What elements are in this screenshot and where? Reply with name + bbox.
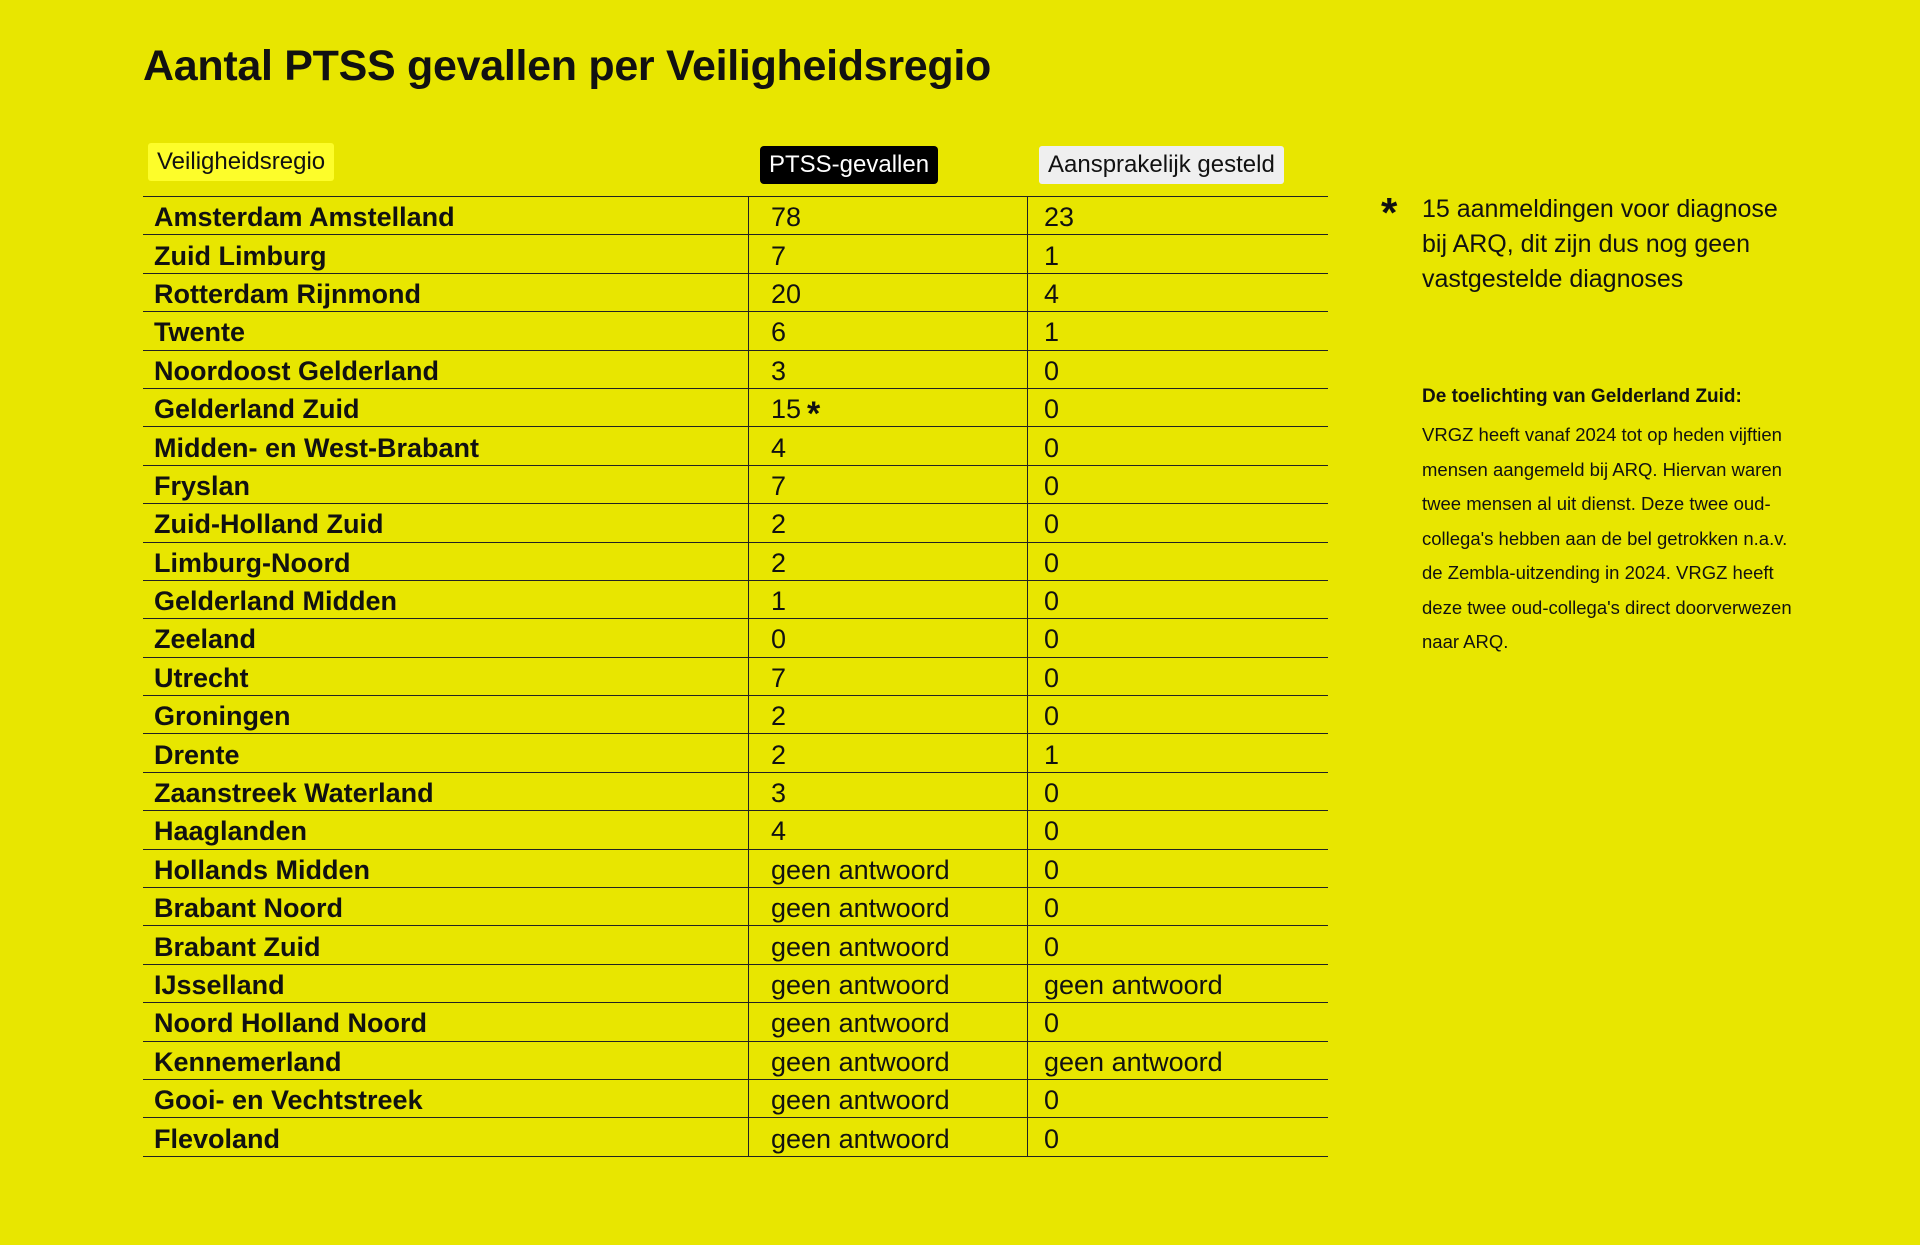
explanation-title: De toelichting van Gelderland Zuid:	[1422, 386, 1742, 407]
table-row	[143, 734, 1328, 772]
cell-region: Rotterdam Rijnmond	[143, 274, 749, 311]
table-row	[143, 1042, 1328, 1080]
cell-aansprakelijk: 0	[1044, 624, 1060, 655]
cell-aansprakelijk: 1	[1044, 739, 1060, 770]
cell-ptss	[749, 581, 1028, 618]
cell-region: Brabant Noord	[143, 888, 749, 925]
ptss-value: geen antwoord	[771, 1008, 950, 1039]
cell-ptss	[749, 850, 1028, 887]
table-row	[143, 965, 1328, 1003]
cell-region: Groningen	[143, 696, 749, 733]
table-row	[143, 581, 1328, 619]
table-row	[143, 1003, 1328, 1041]
cell-aansprakelijk: 0	[1044, 586, 1060, 617]
cell-ptss	[749, 351, 1028, 388]
explanation-body: VRGZ heeft vanaf 2024 tot op heden vijftien mensen aangemeld bij ARQ. Hiervan waren twee mensen al uit dienst. Deze twee oud-collega's hebben aan de bel getrokken n.a.v. de Zembla-uitzending in 2024. VRGZ heeft deze twee oud-collega's direct doorverwezen naar ARQ.	[1422, 424, 1792, 652]
ptss-value: geen antwoord	[771, 1123, 950, 1154]
cell-aansprakelijk: 1	[1044, 317, 1060, 348]
cell-region: Limburg-Noord	[143, 543, 749, 580]
cell-ptss	[749, 965, 1028, 1002]
cell-region: Haaglanden	[143, 811, 749, 848]
ptss-value: geen antwoord	[771, 1046, 950, 1077]
cell-region: Hollands Midden	[143, 850, 749, 887]
cell-aansprakelijk: 0	[1044, 1085, 1060, 1116]
cell-ptss	[749, 734, 1028, 771]
cell-aansprakelijk: 0	[1044, 432, 1060, 463]
cell-aansprakelijk: 0	[1044, 816, 1060, 847]
cell-ptss	[749, 1080, 1028, 1117]
cell-region: Drente	[143, 734, 749, 771]
ptss-value: 1	[771, 586, 787, 617]
ptss-value: geen antwoord	[771, 970, 950, 1000]
table-row	[143, 773, 1328, 811]
page-title: Aantal PTSS gevallen per Veiligheidsregio	[143, 42, 991, 90]
cell-ptss	[749, 1003, 1028, 1040]
cell-aansprakelijk: geen antwoord	[1044, 970, 1223, 1000]
cell-ptss	[749, 811, 1028, 848]
cell-aansprakelijk: 0	[1044, 893, 1060, 924]
cell-ptss	[749, 427, 1028, 464]
cell-aansprakelijk: geen antwoord	[1044, 1046, 1223, 1077]
table-row	[143, 850, 1328, 888]
table-row	[143, 274, 1328, 312]
cell-ptss	[749, 235, 1028, 272]
table-row	[143, 619, 1328, 657]
explanation-block	[1422, 384, 1802, 660]
header-ptss: PTSS-gevallen	[760, 146, 938, 184]
ptss-value: 3	[771, 778, 787, 809]
cell-aansprakelijk: 0	[1044, 854, 1060, 885]
cell-ptss	[749, 504, 1028, 541]
table-row	[143, 389, 1328, 433]
table-row	[143, 197, 1328, 235]
cell-aansprakelijk: 0	[1044, 1008, 1060, 1039]
ptss-value: 7	[771, 240, 787, 271]
cell-region: Utrecht	[143, 658, 749, 695]
cell-region: Gelderland Zuid	[143, 389, 749, 426]
cell-ptss	[749, 888, 1028, 925]
ptss-value: 2	[771, 701, 787, 732]
header-aansprakelijk: Aansprakelijk gesteld	[1039, 146, 1284, 184]
ptss-value: 15	[771, 394, 802, 425]
ptss-value: 78	[771, 202, 802, 233]
cell-ptss	[749, 1042, 1028, 1079]
table-row	[143, 1118, 1328, 1156]
cell-region: Gooi- en Vechtstreek	[143, 1080, 749, 1117]
asterisk-icon: *	[807, 394, 821, 433]
cell-aansprakelijk: 0	[1044, 355, 1060, 386]
table-row	[143, 696, 1328, 734]
ptss-value: 2	[771, 739, 787, 770]
ptss-value: 20	[771, 278, 802, 309]
cell-region: Zeeland	[143, 619, 749, 656]
cell-region: Gelderland Midden	[143, 581, 749, 618]
cell-aansprakelijk: 0	[1044, 662, 1060, 693]
cell-region: Fryslan	[143, 466, 749, 503]
cell-region: Midden- en West-Brabant	[143, 427, 749, 464]
cell-ptss	[749, 543, 1028, 580]
ptss-value: 2	[771, 547, 787, 578]
asterisk-icon: *	[1381, 189, 1398, 236]
cell-region: Zuid Limburg	[143, 235, 749, 272]
cell-aansprakelijk: 0	[1044, 1123, 1060, 1154]
cell-ptss	[749, 619, 1028, 656]
cell-region: Noordoost Gelderland	[143, 351, 749, 388]
cell-region: Kennemerland	[143, 1042, 749, 1079]
cell-aansprakelijk: 0	[1044, 778, 1060, 809]
ptss-value: 4	[771, 432, 787, 463]
table-row	[143, 888, 1328, 926]
ptss-value: geen antwoord	[771, 893, 950, 924]
footnote-text: 15 aanmeldingen voor diagnose bij ARQ, dit zijn dus nog geen vastgestelde diagnoses	[1422, 195, 1778, 293]
cell-aansprakelijk: 0	[1044, 470, 1060, 501]
ptss-value: 6	[771, 317, 787, 348]
table-row	[143, 658, 1328, 696]
cell-ptss	[749, 773, 1028, 810]
table-row	[143, 312, 1328, 350]
cell-ptss	[749, 1118, 1028, 1155]
cell-aansprakelijk: 1	[1044, 240, 1060, 271]
ptss-value: geen antwoord	[771, 854, 950, 885]
cell-aansprakelijk: 0	[1044, 394, 1060, 425]
cell-region: Zuid-Holland Zuid	[143, 504, 749, 541]
table-row	[143, 427, 1328, 465]
ptss-value: 2	[771, 509, 787, 540]
cell-aansprakelijk: 4	[1044, 278, 1060, 309]
cell-aansprakelijk: 23	[1044, 202, 1075, 233]
cell-ptss	[749, 274, 1028, 311]
table-header	[143, 140, 1328, 196]
ptss-value: 3	[771, 355, 787, 386]
cell-aansprakelijk: 0	[1044, 701, 1060, 732]
table-body	[143, 196, 1328, 1157]
cell-ptss	[749, 696, 1028, 733]
ptss-value: geen antwoord	[771, 1085, 950, 1116]
table-row	[143, 1080, 1328, 1118]
ptss-value: 0	[771, 624, 787, 655]
cell-region: Zaanstreek Waterland	[143, 773, 749, 810]
header-region: Veiligheidsregio	[148, 143, 334, 181]
ptss-table	[143, 140, 1328, 1157]
table-row	[143, 466, 1328, 504]
table-row	[143, 926, 1328, 964]
cell-ptss	[749, 466, 1028, 503]
table-row	[143, 235, 1328, 273]
table-row	[143, 811, 1328, 849]
table-row	[143, 504, 1328, 542]
cell-ptss	[749, 197, 1028, 234]
cell-region: Noord Holland Noord	[143, 1003, 749, 1040]
ptss-value: geen antwoord	[771, 931, 950, 962]
cell-region: Amsterdam Amstelland	[143, 197, 749, 234]
ptss-value: 7	[771, 470, 787, 501]
ptss-value: 4	[771, 816, 787, 847]
cell-ptss	[749, 658, 1028, 695]
cell-region: Flevoland	[143, 1118, 749, 1155]
cell-ptss	[749, 312, 1028, 349]
cell-ptss	[749, 389, 1028, 433]
cell-aansprakelijk: 0	[1044, 931, 1060, 962]
cell-ptss	[749, 926, 1028, 963]
cell-region: IJsselland	[143, 965, 749, 1002]
cell-region: Brabant Zuid	[143, 926, 749, 963]
cell-aansprakelijk: 0	[1044, 547, 1060, 578]
table-row	[143, 351, 1328, 389]
table-row	[143, 543, 1328, 581]
ptss-value: 7	[771, 662, 787, 693]
cell-aansprakelijk: 0	[1044, 509, 1060, 540]
cell-region: Twente	[143, 312, 749, 349]
